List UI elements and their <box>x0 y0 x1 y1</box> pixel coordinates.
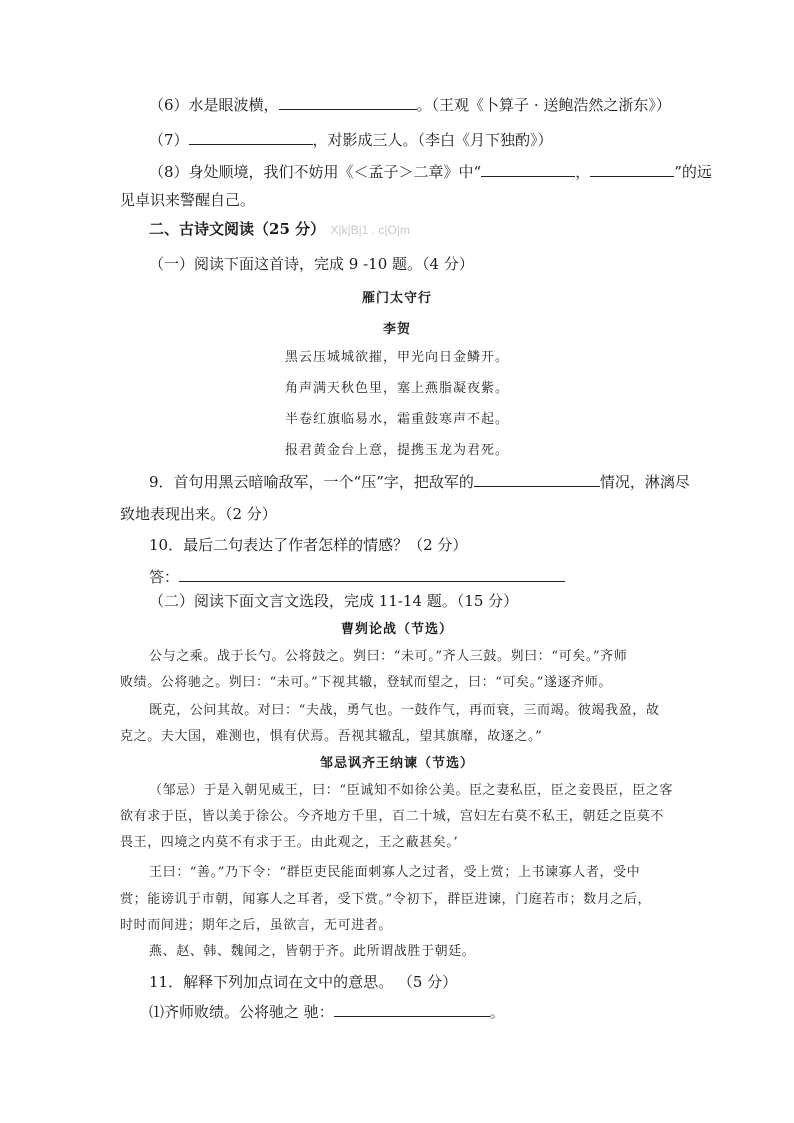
question-9-cont: 致地表现出来。（2 分） <box>120 505 277 523</box>
text-1-line: 公与之乘。战于长勺。公将鼓之。刿曰：“未可。”齐人三鼓。刿曰：“可矣。”齐师 <box>149 649 628 664</box>
text-1-line: 败绩。公将驰之。刿曰：“未可。”下视其辙，登轼而望之，曰：“可矣。”遂逐齐师。 <box>120 675 612 690</box>
q6-blank[interactable] <box>279 95 417 110</box>
text-2-line: 王曰：“善。”乃下令：“群臣吏民能面刺寡人之过者，受上赏；上书谏寡人者，受中 <box>149 865 641 880</box>
part-1-intro: （一）阅读下面这首诗，完成 9 -10 题。（4 分） <box>149 255 474 273</box>
q11-1-blank[interactable] <box>334 1002 490 1017</box>
text-2-line: 燕、赵、韩、魏闻之，皆朝于齐。此所谓战胜于朝廷。 <box>149 944 476 959</box>
text-2-line: 时时而间进；期年之后，虽欲言，无可进者。 <box>120 918 393 933</box>
part-2-intro: （二）阅读下面文言文选段，完成 11-14 题。（15 分） <box>149 592 519 610</box>
q8-text-c: ”的远 <box>674 163 712 181</box>
answer-line <box>149 567 565 587</box>
watermark-text: X|k|B|1 . c|O|m <box>330 223 410 237</box>
answer-blank[interactable] <box>179 567 565 582</box>
poem-line: 报君黄金台上意，提携玉龙为君死。 <box>284 443 509 458</box>
q8-blank-2[interactable] <box>590 162 674 177</box>
text-2-line: 欲有求于臣，皆以美于徐公。今齐地方千里，百二十城，宫妇左右莫不私王，朝廷之臣莫不 <box>120 809 665 824</box>
section-2-heading <box>149 219 410 240</box>
q8-text-b: ， <box>575 163 591 181</box>
text-1-title: 曹刿论战（节选） <box>340 622 453 637</box>
q7-text-a: （7） <box>149 131 189 149</box>
poem-line: 角声满天秋色里，塞上燕脂凝夜紫。 <box>284 381 509 396</box>
poem-author: 李贺 <box>382 322 411 337</box>
q9-text-b: 情况，淋漓尽 <box>599 473 690 491</box>
q7-text-b: ，对影成三人。（李白《月下独酌》） <box>312 131 553 149</box>
text-2-line: （邹忌）于是入朝见威王，曰：“臣诚知不如徐公美。臣之妻私臣，臣之妾畏臣，臣之客 <box>149 783 674 798</box>
question-8 <box>149 162 712 182</box>
poem-line: 半卷红旗临易水，霜重鼓寒声不起。 <box>284 412 509 427</box>
poem-line: 黑云压城城欲摧，甲光向日金鳞开。 <box>284 350 509 365</box>
q8-blank-1[interactable] <box>481 162 575 177</box>
question-6 <box>149 95 671 115</box>
text-2-line: 赏；能谤讥于市朝，闻寡人之耳者，受下赏。”令初下，群臣进谏，门庭若市；数月之后， <box>120 892 652 907</box>
question-11: 11．解释下列加点词在文中的意思。 （5 分） <box>149 973 458 991</box>
q7-blank[interactable] <box>189 130 313 145</box>
q9-text-a: 9．首句用黑云暗喻敌军，一个“压”字，把敌军的 <box>149 473 474 491</box>
question-7 <box>149 130 553 150</box>
poem-title: 雁门太守行 <box>361 291 432 306</box>
question-8-cont: 见卓识来警醒自己。 <box>120 191 256 209</box>
question-11-1 <box>149 1002 505 1022</box>
question-9 <box>149 472 690 492</box>
section-2-title: 二、古诗文阅读（25 分） <box>149 220 326 238</box>
q6-text-a: （6）水是眼波横， <box>149 96 279 114</box>
text-2-line: 畏王，四境之内莫不有求于王。由此观之，王之蔽甚矣。’ <box>120 835 459 850</box>
text-1-line: 既克，公问其故。对曰：“夫战，勇气也。一鼓作气，再而衰，三而竭。彼竭我盈，故 <box>149 703 660 718</box>
q11-1-end: 。 <box>489 1003 505 1021</box>
q11-1-text: ⑴齐师败绩。公将驰之 驰： <box>149 1003 334 1021</box>
answer-label: 答： <box>149 568 180 586</box>
q6-text-b: 。（王观《卜算子 · 送鲍浩然之浙东》） <box>416 96 671 114</box>
q9-blank[interactable] <box>474 472 600 487</box>
q8-text-a: （8）身处顺境，我们不妨用《＜孟子＞二章》中“ <box>149 163 482 181</box>
text-1-line: 克之。夫大国，难测也，惧有伏焉。吾视其辙乱，望其旗靡，故逐之。” <box>120 729 543 744</box>
text-2-title: 邹忌讽齐王纳谏（节选） <box>319 756 474 771</box>
question-10: 10．最后二句表达了作者怎样的情感？（2 分） <box>149 536 468 554</box>
